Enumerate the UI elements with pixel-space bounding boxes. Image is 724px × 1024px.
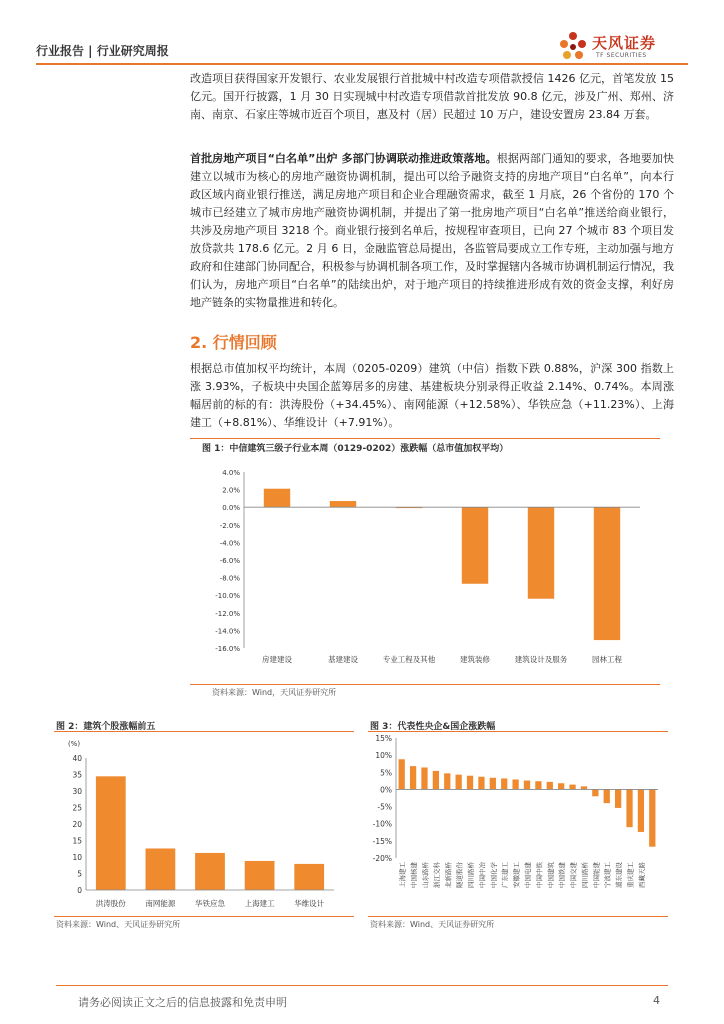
x-category-label: 上海建工 — [244, 899, 275, 908]
bar — [626, 789, 632, 827]
x-category-label: 中国中铁 — [535, 862, 544, 888]
logo-text-en: TF SECURITIES — [596, 52, 647, 59]
figure2-bottom-line — [54, 916, 354, 917]
x-category-label: 华铁应急 — [195, 899, 225, 908]
bar — [524, 781, 530, 790]
bar — [264, 489, 290, 507]
header-title: 行业报告 | 行业研究周报 — [36, 44, 169, 58]
bar — [456, 775, 462, 790]
y-tick-label: 30 — [72, 787, 82, 796]
x-category-label: 安徽建工 — [512, 862, 521, 888]
y-tick-label: 40 — [72, 754, 82, 763]
bar — [512, 779, 518, 789]
bar — [535, 781, 541, 789]
x-category-label: 中国电建 — [524, 862, 532, 888]
x-category-label: 宁波建工 — [603, 862, 612, 888]
page-number: 4 — [653, 994, 660, 1007]
paragraph-2-text: 根据两部门通知的要求，各地要加快建立以城市为核心的房地产融资协调机制，提出可以给予融资支持的房地产项目“白名单”，向本行政区域内商业银行推送，满足房地产项目和企业合理融资需求，截至 1 月底，26 个省份的 170 个城市已经建立了城市房地产融资协调机制，并提出了第一批房地产项目“白名单”推送给商业银行，共涉及房地产项目 3218 个。商业银行接到名单后，按规程审查项目，已向 27 个城市 83 个项目发放贷款共 178.6 亿元。2 月 6 日，金融监管总局提出，各监管局要成立工作专班，主动加强与地方政府和住建部门协同配合，积极参与协调机制各项工作，及时掌握辖内各城市协调机制运行情况，我们认为，房地产项目“白名单”的陆续出炉，对于地产项目的持续推进形成有效的资金支撑，利好房地产链条的实物量推进和转化。 — [190, 152, 674, 309]
figure3-source: 资料来源：Wind、天风证券研究所 — [370, 920, 495, 929]
logo-icon — [556, 30, 590, 64]
x-category-label: 浦东建设 — [615, 862, 624, 888]
bar — [581, 786, 587, 789]
bar — [444, 773, 450, 789]
y-tick-label: 5 — [77, 869, 82, 879]
y-tick-label: 0% — [380, 785, 392, 795]
bar — [569, 785, 575, 790]
x-category-label: 中国能建 — [592, 862, 601, 888]
bar — [594, 507, 620, 640]
figure3-bottom-line — [368, 916, 668, 917]
header-divider — [36, 63, 688, 65]
x-category-label: 重庆建工 — [626, 862, 635, 888]
bar — [547, 782, 553, 790]
x-category-label: 洪涛股份 — [95, 899, 126, 908]
figure1-bottom-line — [190, 684, 660, 685]
y-unit-label: (%) — [67, 740, 81, 748]
bar — [146, 848, 176, 890]
x-category-label: 山东路桥 — [421, 862, 430, 888]
bar — [604, 789, 610, 803]
x-category-label: 中国交建 — [569, 862, 578, 888]
y-tick-label: -8.0% — [219, 574, 240, 583]
x-category-label: 中国化学 — [489, 862, 498, 888]
y-tick-label: -2.0% — [219, 521, 240, 530]
paragraph-2 — [190, 150, 674, 312]
y-tick-label: -16.0% — [215, 645, 240, 653]
y-tick-label: -10% — [372, 819, 392, 829]
x-category-label: 基建建设 — [328, 655, 358, 664]
footer-disclaimer: 请务必阅读正文之后的信息披露和免责申明 — [78, 996, 287, 1009]
bar — [558, 783, 564, 789]
bar — [294, 864, 324, 890]
bar — [528, 507, 554, 599]
figure1-chart — [190, 458, 660, 678]
y-tick-label: 10 — [72, 853, 82, 862]
y-tick-label: 15 — [72, 836, 82, 846]
paragraph-1 — [190, 70, 674, 124]
bar — [330, 501, 356, 507]
bar — [478, 777, 484, 790]
y-tick-label: -4.0% — [219, 539, 240, 548]
y-tick-label: 20 — [72, 820, 82, 829]
x-category-label: 广东建工 — [501, 862, 510, 888]
figure2-chart — [54, 734, 354, 914]
y-tick-label: 35 — [72, 770, 82, 780]
logo — [556, 30, 666, 64]
y-tick-label: 15% — [375, 734, 392, 743]
bar — [501, 778, 507, 789]
figure2-title: 图 2：建筑个股涨幅前五 — [56, 722, 156, 732]
logo-text-cn: 天风证券 — [592, 34, 657, 52]
bar — [490, 778, 496, 790]
figure1-top-line — [190, 438, 660, 439]
y-tick-label: -6.0% — [219, 557, 240, 565]
x-category-label: 园林工程 — [592, 655, 622, 664]
y-tick-label: 5% — [380, 768, 392, 778]
bar — [399, 759, 405, 789]
figure3-chart — [368, 734, 668, 914]
x-category-label: 中国中冶 — [478, 862, 487, 888]
section-title: 2. 行情回顾 — [190, 333, 277, 352]
figure1-source: 资料来源：Wind，天风证券研究所 — [212, 688, 337, 697]
y-tick-label: 0 — [77, 886, 82, 895]
bar — [410, 766, 416, 789]
bar — [592, 789, 598, 796]
y-tick-label: -15% — [372, 836, 392, 846]
bar — [467, 776, 473, 790]
bar — [615, 789, 621, 808]
paragraph-2-heading: 首批房地产项目“白名单”出炉 多部门协调联动推进政策落地。 — [190, 152, 497, 165]
y-tick-label: 2.0% — [222, 486, 240, 495]
x-category-label: 浙江交科 — [432, 862, 441, 888]
bar — [245, 861, 275, 890]
x-category-label: 隧道股份 — [455, 862, 464, 888]
y-tick-label: 10% — [375, 751, 392, 761]
bar — [462, 507, 488, 584]
bar — [433, 771, 439, 790]
bar — [96, 776, 126, 890]
x-category-label: 建筑装修 — [460, 655, 490, 664]
bar — [195, 853, 225, 890]
bar — [638, 789, 644, 832]
x-category-label: 四川路桥 — [467, 862, 476, 888]
figure2-source: 资料来源：Wind、天风证券研究所 — [56, 920, 181, 929]
paragraph-1-text: 改造项目获得国家开发银行、农业发展银行首批城中村改造专项借款授信 1426 亿元，首笔发放 15 亿元。国开行披露，1 月 30 日实现城中村改造专项借款首批发放 90.8 亿元，涉及广州、郑州、济南、南京、石家庄等城市近百个项目，惠及村（居）民超过 10 万户，建设安置房 23.84 万套。 — [190, 72, 674, 121]
y-tick-label: 0.0% — [222, 504, 240, 513]
x-category-label: 华维设计 — [294, 899, 325, 908]
x-category-label: 四川路桥 — [580, 862, 589, 888]
footer-divider — [56, 985, 668, 986]
y-tick-label: 25 — [72, 803, 82, 813]
x-category-label: 中国核建 — [410, 862, 419, 888]
paragraph-3-text: 根据总市值加权平均统计，本周（0205-0209）建筑（中信）指数下跌 0.88%，沪深 300 指数上涨 3.93%，子板块中央国企蓝筹居多的房建、基建板块分别录得正收益 2.14%、0.74%。本周涨幅居前的标的有：洪涛股份（+34.45%）、南网能源（+12.58%）、华铁应急（+11.23%）、上海建工（+8.81%）、华维设计（+7.91%）。 — [190, 362, 674, 429]
figure3-title: 图 3：代表性央企&国企涨跌幅 — [370, 722, 496, 732]
x-category-label: 西藏天路 — [637, 862, 646, 888]
y-tick-label: 4.0% — [222, 469, 240, 477]
paragraph-3 — [190, 360, 674, 432]
y-tick-label: -12.0% — [215, 609, 240, 618]
x-category-label: 中国铁建 — [558, 862, 567, 888]
y-tick-label: -14.0% — [215, 627, 240, 636]
bar — [421, 767, 427, 789]
x-category-label: 中国建筑 — [546, 862, 555, 888]
y-tick-label: -10.0% — [215, 592, 240, 601]
y-tick-label: -5% — [377, 802, 392, 812]
x-category-label: 建筑设计及服务 — [514, 655, 568, 664]
x-category-label: 专业工程及其他 — [382, 655, 436, 664]
y-tick-label: -20% — [372, 854, 392, 863]
x-category-label: 上海建工 — [398, 862, 407, 888]
x-category-label: 北新路桥 — [444, 862, 453, 888]
bar — [649, 789, 655, 846]
x-category-label: 房建建设 — [262, 655, 292, 664]
x-category-label: 南网能源 — [145, 899, 176, 908]
figure1-title: 图 1：中信建筑三级子行业本周（0129-0202）涨跌幅（总市值加权平均） — [202, 444, 509, 454]
